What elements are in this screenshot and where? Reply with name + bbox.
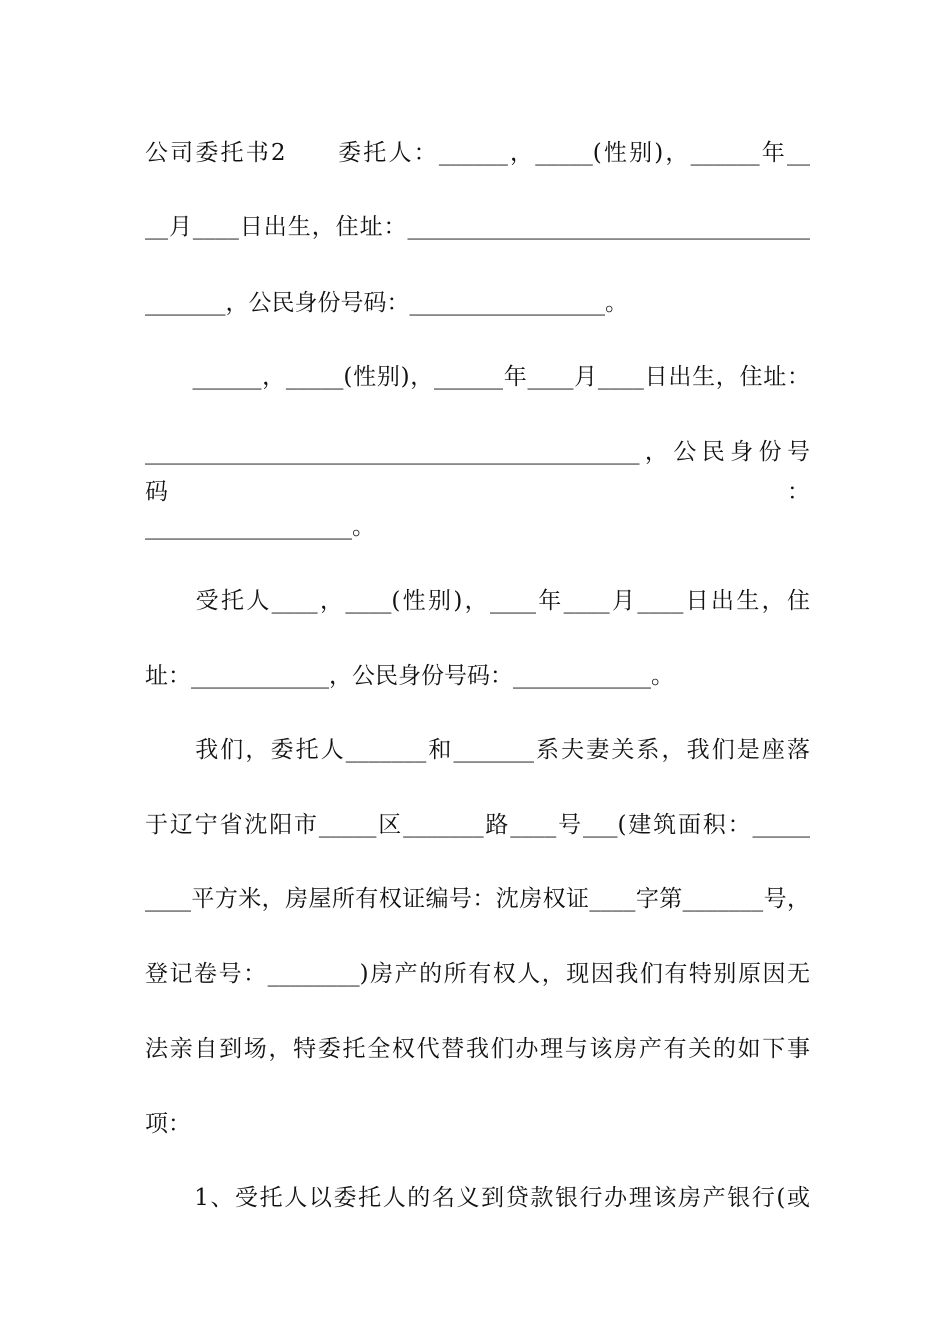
- text-line-2: __月____日出生，住址：___________________________________: [145, 214, 810, 240]
- text-line-15: 1、受托人以委托人的名义到贷款银行办理该房产银行(或: [145, 1185, 810, 1211]
- text-line-6: __________________。: [145, 514, 375, 540]
- text-line-3: _______，公民身份号码：_________________。: [145, 290, 628, 316]
- text-line-10: 于辽宁省沈阳市_____区_______路____号___(建筑面积：_____: [145, 812, 810, 838]
- text-line-4: ______，_____(性别)，______年____月____日出生，住址：: [145, 364, 810, 390]
- text-line-12: 登记卷号：________)房产的所有权人，现因我们有特别原因无: [145, 961, 810, 987]
- text-line-14: 项：: [145, 1111, 191, 1137]
- text-line-5: ___________________________________________，公民身份号码：: [145, 439, 810, 505]
- text-line-13: 法亲自到场，特委托全权代替我们办理与该房产有关的如下事: [145, 1036, 810, 1062]
- text-line-1: 公司委托书2 委托人：______，_____(性别)，______年__: [145, 140, 810, 166]
- text-line-8: 址：____________，公民身份号码：____________。: [145, 663, 674, 689]
- text-line-7: 受托人____，____(性别)，____年____月____日出生，住: [145, 588, 810, 614]
- text-line-9: 我们，委托人_______和_______系夫妻关系，我们是座落: [145, 737, 810, 763]
- text-line-11: ____平方米，房屋所有权证编号：沈房权证____字第_______号，: [145, 886, 810, 912]
